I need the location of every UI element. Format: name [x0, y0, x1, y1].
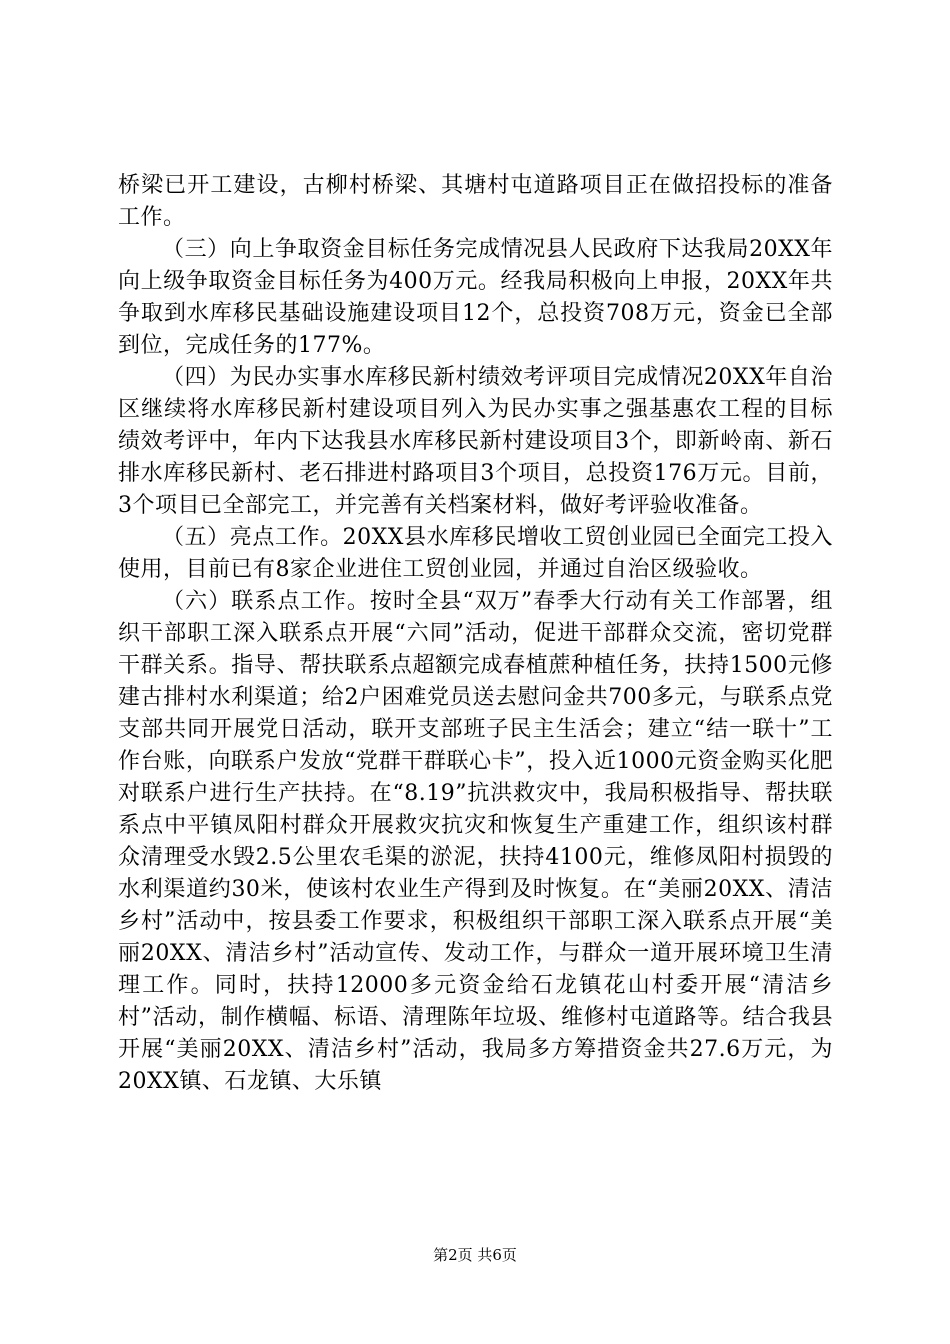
document-body [118, 170, 833, 1098]
paragraph-section-4: （四）为民办实事水库移民新村绩效考评项目完成情况20XX年自治区继续将水库移民新村建设项目列入为民办实事之强基惠农工程的目标绩效考评中，年内下达我县水库移民新村建设项目3个，即新岭南、新石排水库移民新村、老石排进村路项目3个项目，总投资176万元。目前，3个项目已全部完工，并完善有关档案材料，做好考评验收准备。 [118, 365, 833, 518]
paragraph-section-5: （五）亮点工作。20XX县水库移民增收工贸创业园已全面完工投入使用，目前已有8家企业进住工贸创业园，并通过自治区级验收。 [118, 525, 833, 582]
paragraph-continuation: 桥梁已开工建设，古柳村桥梁、其塘村屯道路项目正在做招投标的准备工作。 [118, 173, 833, 230]
paragraph-section-3: （三）向上争取资金目标任务完成情况县人民政府下达我局20XX年向上级争取资金目标任务为400万元。经我局积极向上申报，20XX年共争取到水库移民基础设施建设项目12个，总投资708万元，资金已全部到位，完成任务的177%。 [118, 237, 833, 358]
paragraph-section-6: （六）联系点工作。按时全县“双万”春季大行动有关工作部署，组织干部职工深入联系点开展“六同”活动，促进干部群众交流，密切党群干群关系。指导、帮扶联系点超额完成春植蔗种植任务，扶持1500元修建古排村水利渠道；给2户困难党员送去慰问金共700多元，与联系点党支部共同开展党日活动，联开支部班子民主生活会；建立“结一联十”工作台账，向联系户发放“党群干群联心卡”，投入近1000元资金购买化肥对联系户进行生产扶持。在“8.19”抗洪救灾中，我局积极指导、帮扶联系点中平镇凤阳村群众开展救灾抗灾和恢复生产重建工作，组织该村群众清理受水毁2.5公里农毛渠的淤泥，扶持4100元，维修凤阳村损毁的水利渠道约30米，使该村农业生产得到及时恢复。在“美丽20XX、清洁乡村”活动中，按县委工作要求，积极组织干部职工深入联系点开展“美丽20XX、清洁乡村”活动宣传、发动工作，与群众一道开展环境卫生清理工作。同时，扶持12000多元资金给石龙镇花山村委开展“清洁乡村”活动，制作横幅、标语、清理陈年垃圾、维修村屯道路等。结合我县开展“美丽20XX、清洁乡村”活动，我局多方筹措资金共27.6万元，为20XX镇、石龙镇、大乐镇 [118, 589, 833, 1094]
page-number-footer: 第2页 共6页 [433, 1246, 517, 1264]
